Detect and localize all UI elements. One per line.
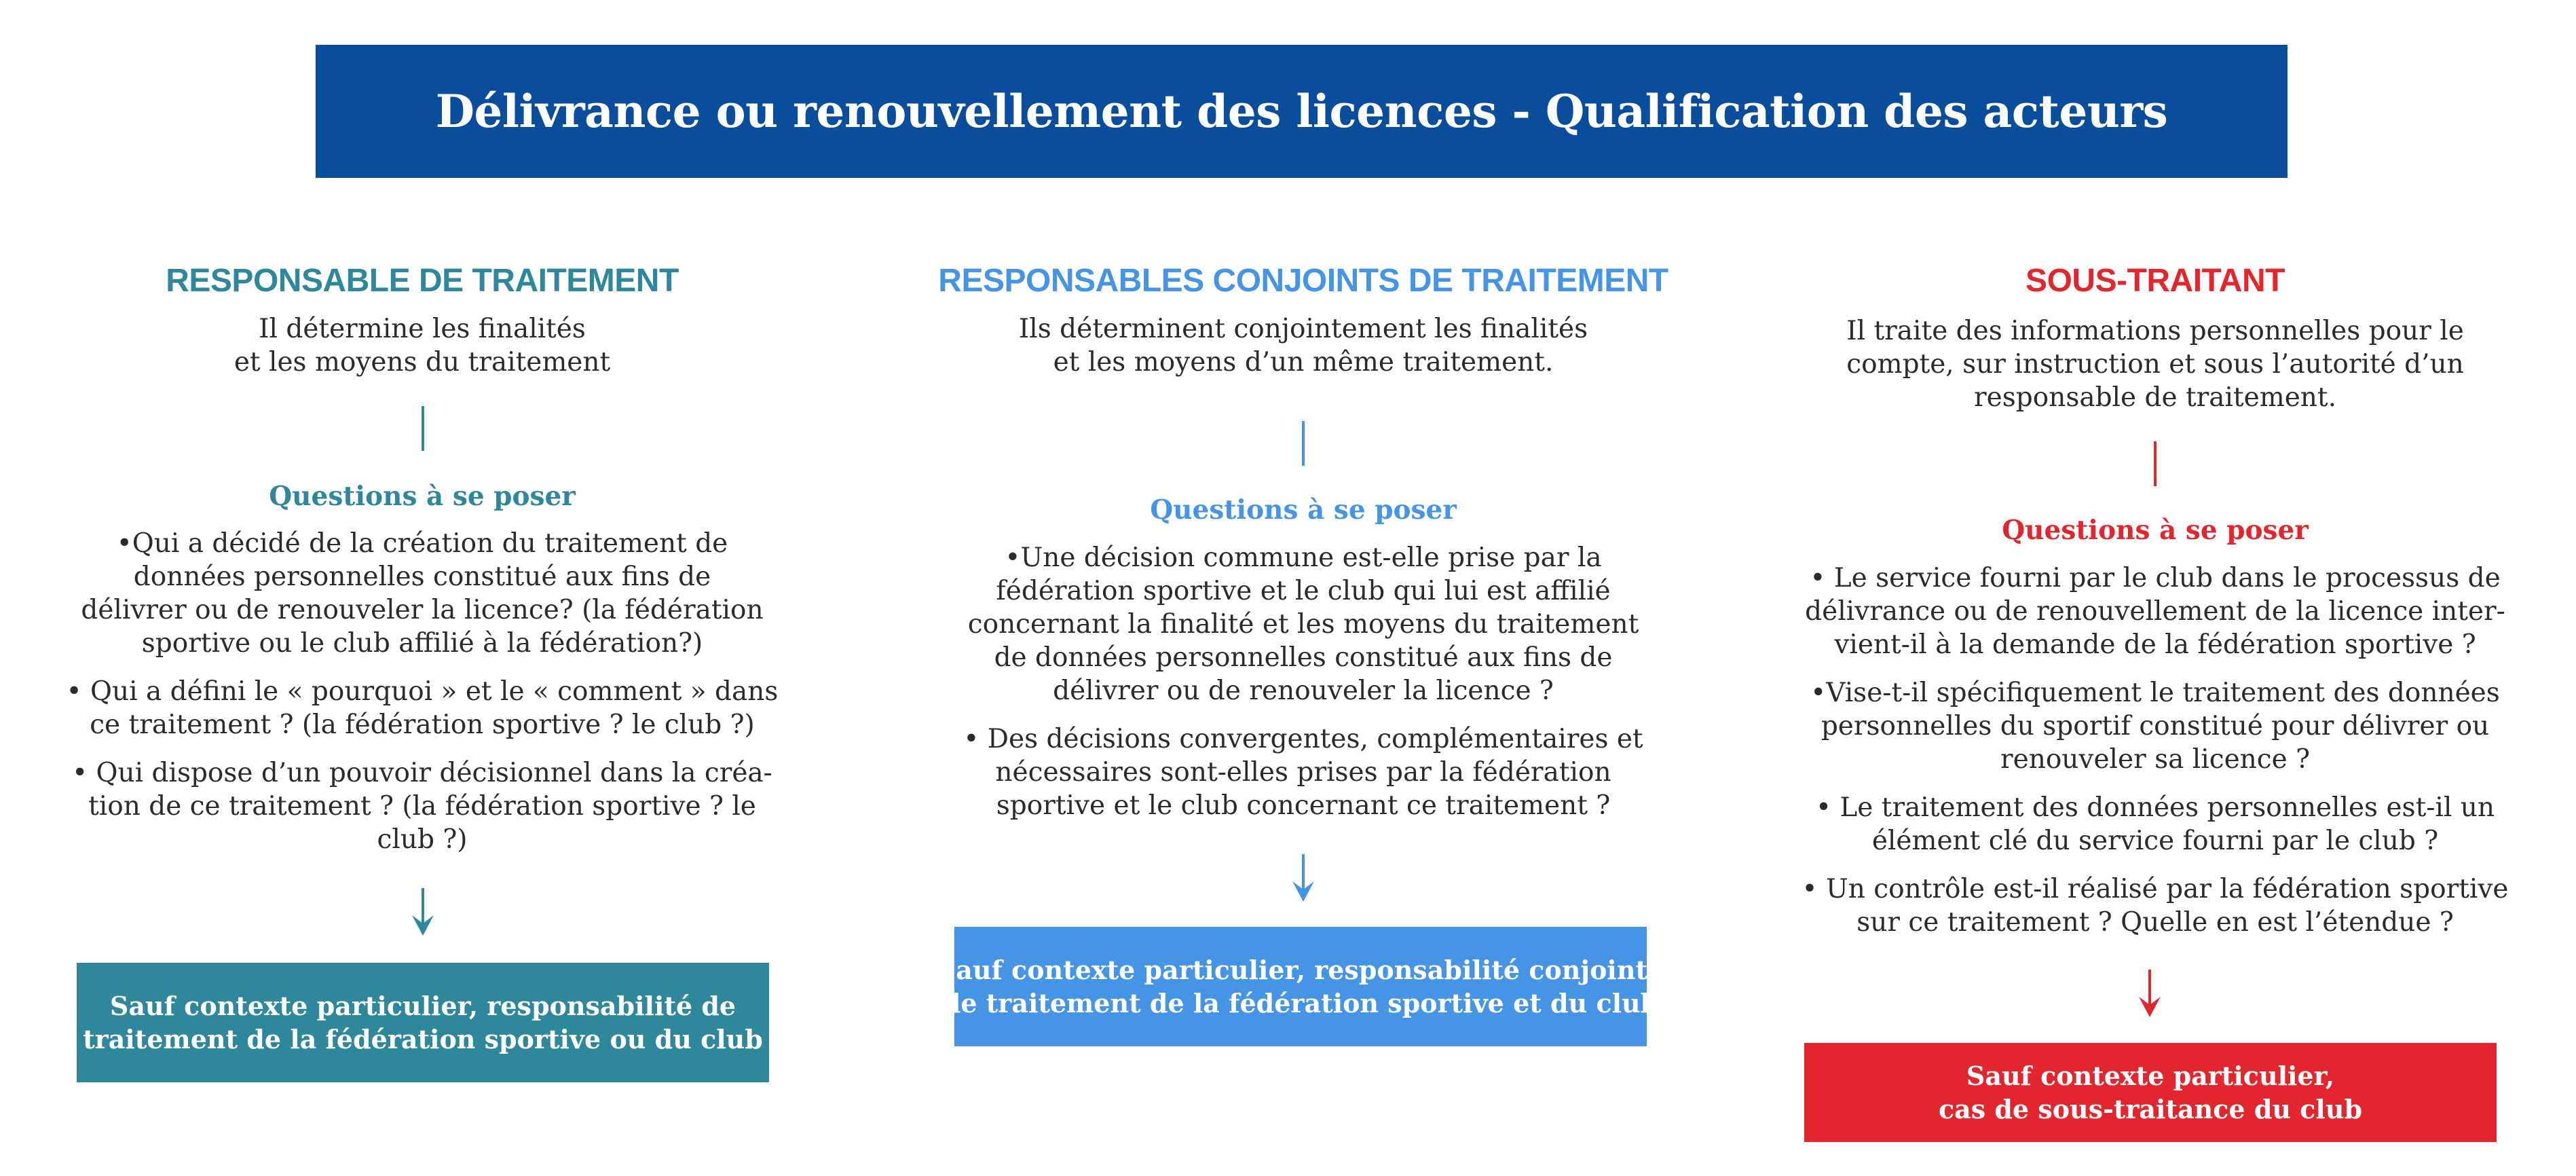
connector-line — [2154, 441, 2157, 486]
question-line: fédération sportive et le club qui lui est affilié — [996, 576, 1611, 606]
question-line: • Des décisions convergentes, complémentaires et — [963, 724, 1643, 754]
question-line: • Qui a défini le « pourquoi » et le « comment » dans — [66, 676, 779, 707]
question-line: • Un contrôle est-il réalisé par la fédération sportive — [1802, 874, 2509, 904]
question-line: données personnelles constitué aux fins de — [133, 562, 711, 592]
connector-line — [1302, 421, 1305, 466]
question-line: • Le service fourni par le club dans le processus de — [1810, 563, 2501, 593]
title-banner — [316, 45, 2288, 178]
question-line: élément clé du service fourni par le club ? — [1871, 826, 2439, 856]
questions-title: Questions à se poser — [269, 481, 576, 512]
description-line: responsable de traitement. — [1974, 382, 2336, 413]
question-item — [67, 527, 779, 660]
question-item — [67, 675, 779, 741]
question-line: de données personnelles constitué aux fins de — [994, 642, 1613, 673]
question-line: délivrance ou de renouvellement de la licence inter- — [1805, 596, 2505, 627]
arrow-down-icon — [408, 888, 438, 937]
question-line: personnelles du sportif constitué pour délivrer ou — [1821, 711, 2490, 741]
arrow-down-icon — [1288, 854, 1318, 903]
description-line: Il traite des informations personnelles pour le — [1846, 316, 2464, 346]
conclusion-line: cas de sous-traitance du club — [1938, 1094, 2363, 1124]
questions-list — [67, 527, 779, 871]
description-line: Ils déterminent conjointement les finalités — [1018, 314, 1588, 344]
description-responsable — [234, 312, 610, 379]
description-sous-traitant — [1846, 314, 2464, 414]
connector-line — [422, 406, 424, 451]
question-line: vient-il à la demande de la fédération sportive ? — [1834, 629, 2476, 660]
questions-title: Questions à se poser — [2002, 515, 2309, 546]
description-line: compte, sur instruction et sous l’autorité d’un — [1846, 349, 2464, 380]
conclusion-box-sous-traitant — [1804, 1043, 2497, 1142]
question-line: renouveler sa licence ? — [2000, 744, 2311, 775]
conclusion-line: de traitement de la fédération sportive et du club — [942, 988, 1659, 1018]
conclusion-line: Sauf contexte particulier, responsabilité de — [109, 991, 736, 1021]
question-item — [963, 722, 1643, 822]
heading-responsable: RESPONSABLE DE TRAITEMENT — [166, 263, 679, 299]
conclusion-line: Sauf contexte particulier, responsabilité conjointe — [937, 955, 1664, 985]
description-line: et les moyens du traitement — [234, 347, 611, 378]
question-line: sportive ou le club affilié à la fédération?) — [141, 628, 703, 659]
description-conjoints — [1019, 312, 1588, 379]
question-item — [1802, 562, 2508, 661]
question-line: sportive et le club concernant ce traitement ? — [996, 790, 1611, 821]
question-item — [1802, 676, 2508, 776]
question-line: tion de ce traitement ? (la fédération sportive ? le — [88, 791, 756, 822]
description-line: Il détermine les finalités — [259, 314, 586, 344]
page-title: Délivrance ou renouvellement des licences - Qualification des acteurs — [435, 85, 2168, 138]
question-line: sur ce traitement ? Quelle en est l’étendue ? — [1856, 907, 2454, 938]
heading-responsables-conjoints: RESPONSABLES CONJOINTS DE TRAITEMENT — [938, 263, 1668, 299]
question-line: nécessaires sont-elles prises par la fédération — [995, 757, 1611, 788]
conclusion-line: traitement de la fédération sportive ou du club — [83, 1024, 763, 1054]
questions-title: Questions à se poser — [1150, 494, 1457, 526]
question-item — [67, 756, 779, 856]
question-item — [1802, 872, 2508, 939]
question-line: délivrer ou de renouveler la licence ? — [1053, 676, 1554, 706]
question-line: délivrer ou de renouveler la licence? (la fédération — [81, 595, 764, 625]
question-line: • Qui dispose d’un pouvoir décisionnel dans la créa- — [72, 758, 772, 788]
arrow-down-icon — [2135, 970, 2165, 1018]
conclusion-box-responsable — [77, 963, 769, 1082]
question-line: •Qui a décidé de la création du traitement de — [116, 528, 728, 559]
question-line: •Une décision commune est-elle prise par la — [1005, 543, 1602, 573]
question-line: •Vise-t-il spécifiquement le traitement des données — [1810, 678, 2500, 708]
question-line: • Le traitement des données personnelles est-il un — [1816, 792, 2495, 823]
question-item — [963, 541, 1643, 708]
description-line: et les moyens d’un même traitement. — [1053, 347, 1554, 378]
question-line: club ?) — [377, 824, 468, 855]
question-line: concernant la finalité et les moyens du traitement — [967, 609, 1639, 640]
question-line: ce traitement ? (la fédération sportive ? le club ?) — [90, 710, 755, 740]
heading-sous-traitant: SOUS-TRAITANT — [2026, 263, 2285, 299]
conclusion-box-conjoints — [937, 927, 1664, 1046]
questions-list — [963, 541, 1643, 837]
questions-list — [1802, 562, 2508, 954]
conclusion-line: Sauf contexte particulier, — [1966, 1061, 2335, 1091]
question-item — [1802, 791, 2508, 858]
